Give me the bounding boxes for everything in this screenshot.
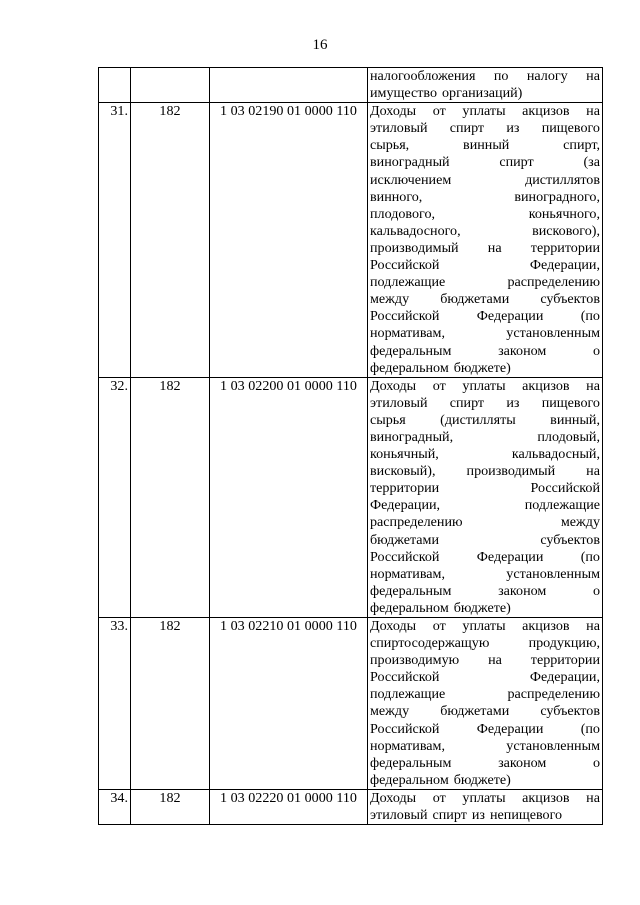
description-line: подлежащие распределению [370,274,600,291]
description-line: этиловый спирт из пищевого [370,394,600,411]
table-row [99,68,603,103]
description-line: налогообложения по налогу на [370,68,600,84]
description-line: подлежащие распределению [370,686,600,703]
revenue-description-cell [368,377,603,617]
administrator-code-cell: 182 [131,618,210,790]
description-line: имущество организаций) [370,85,523,102]
description-line: винного, виноградного, [370,188,600,205]
administrator-code-cell [131,68,210,103]
description-line: Российской Федерации, [370,669,600,686]
table-row [99,103,603,378]
description-line: этиловый спирт из непищевого [370,807,563,824]
description-line: нормативам, установленным [370,565,600,582]
administrator-code-cell: 182 [131,103,210,378]
description-line: виноградный, плодовый, [370,428,600,445]
description-line: между бюджетами субъектов [370,703,600,720]
description-line: между бюджетами субъектов [370,291,600,308]
row-number-cell [99,68,131,103]
row-number-cell: 31. [99,103,131,378]
revenue-description-cell [368,103,603,378]
budget-classification-code-cell: 1 03 02220 01 0000 110 [210,789,368,824]
description-line: федеральным законом о [370,582,600,599]
description-line: Доходы от уплаты акцизов на [370,377,600,394]
budget-classification-code-cell [210,68,368,103]
description-line: федеральным законом о [370,754,600,771]
revenue-description-cell [368,68,603,103]
row-number-cell: 32. [99,377,131,617]
administrator-code-cell: 182 [131,377,210,617]
description-line: распределению между [370,514,600,531]
revenue-description-cell [368,789,603,824]
description-line: бюджетами субъектов [370,531,600,548]
description-line: нормативам, установленным [370,737,600,754]
description-line: производимую на территории [370,652,600,669]
description-line: этиловый спирт из пищевого [370,120,600,137]
row-number-cell: 33. [99,618,131,790]
table-row [99,377,603,617]
revenue-description-cell [368,618,603,790]
description-line: спиртосодержащую продукцию, [370,635,600,652]
budget-classification-code-cell: 1 03 02210 01 0000 110 [210,618,368,790]
description-line: федеральном бюджете) [370,599,511,616]
description-line: Российской Федерации (по [370,720,600,737]
description-line: Доходы от уплаты акцизов на [370,789,600,806]
table-row [99,789,603,824]
budget-classification-code-cell: 1 03 02200 01 0000 110 [210,377,368,617]
description-line: Доходы от уплаты акцизов на [370,618,600,634]
table-body [99,68,603,825]
description-line: Российской Федерации (по [370,308,600,325]
description-line: виноградный спирт (за [370,154,600,171]
description-line: федеральным законом о [370,342,600,359]
description-line: сырья, винный спирт, [370,137,600,154]
description-line: территории Российской [370,480,600,497]
description-line: сырья (дистилляты винный, [370,411,600,428]
administrator-code-cell: 182 [131,789,210,824]
description-line: Доходы от уплаты акцизов на [370,103,600,120]
description-line: производимый на территории [370,239,600,256]
revenue-codes-table [98,67,603,825]
description-line: Федерации, подлежащие [370,497,600,514]
description-line: нормативам, установленным [370,325,600,342]
description-line: Российской Федерации (по [370,548,600,565]
table-row [99,618,603,790]
description-line: плодового, коньячного, [370,205,600,222]
description-line: исключением дистиллятов [370,171,600,188]
description-line: федеральном бюджете) [370,359,511,376]
description-line: Российской Федерации, [370,257,600,274]
page-number: 16 [312,37,328,53]
description-line: коньячный, кальвадосный, [370,446,600,463]
description-line: федеральном бюджете) [370,771,511,788]
budget-classification-code-cell: 1 03 02190 01 0000 110 [210,103,368,378]
description-line: кальвадосного, вискового), [370,222,600,239]
row-number-cell: 34. [99,789,131,824]
description-line: висковый), производимый на [370,463,600,480]
